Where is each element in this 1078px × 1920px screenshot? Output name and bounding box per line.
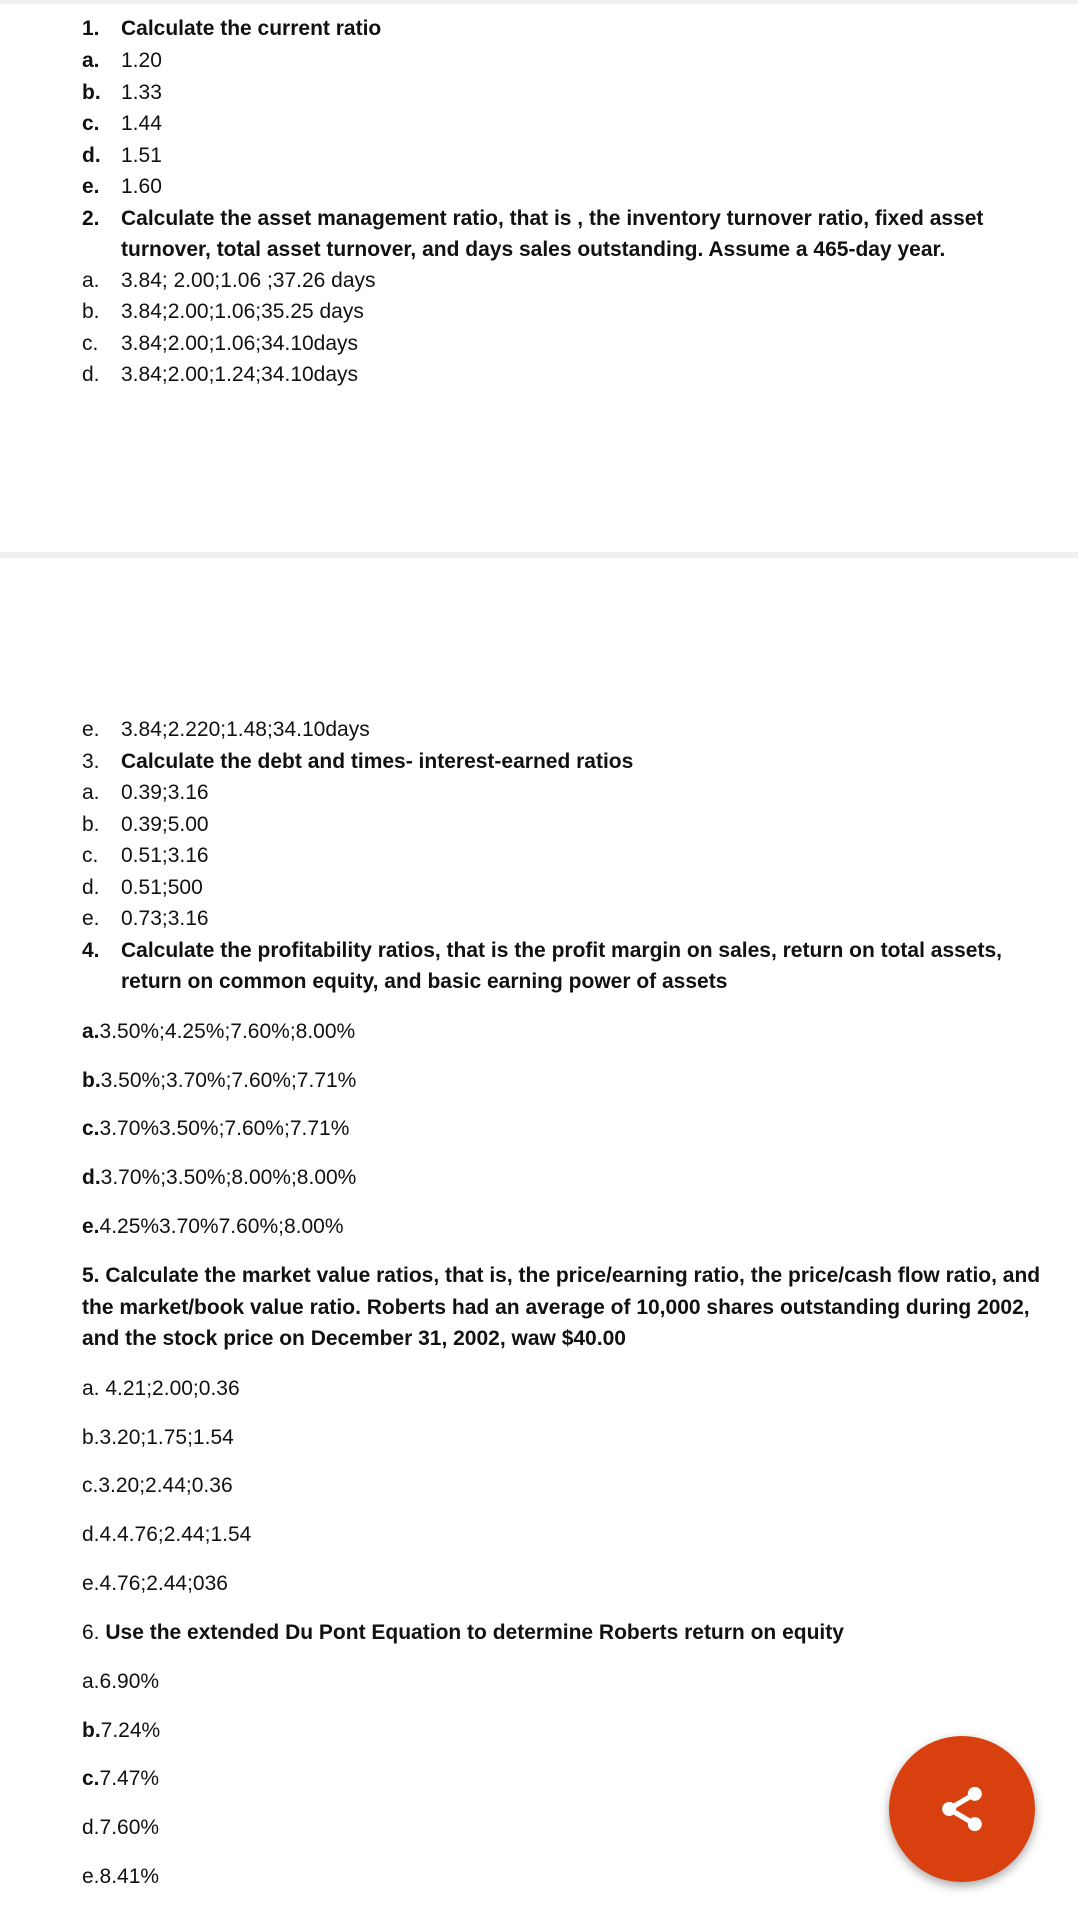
option-item: [82, 1215, 344, 1239]
option-text: 4.25%3.70%7.60%;8.00%: [99, 1215, 344, 1238]
option-letter: c.: [82, 1117, 100, 1140]
option-item: [82, 1816, 159, 1840]
option-letter: a.: [82, 1020, 100, 1043]
question-title-line-1: Calculate the asset management ratio, that is , the inventory turnover ratio, fixed asset: [121, 207, 984, 230]
option-letter: e.: [82, 175, 100, 198]
option-letter: d.: [82, 363, 100, 386]
option-letter: c.: [82, 844, 99, 867]
option-text: 7.60%: [99, 1816, 160, 1839]
option-letter: b.: [82, 1719, 101, 1742]
option-text: 0.51;3.16: [121, 844, 209, 867]
option-letter: e.: [82, 718, 100, 741]
question-5-title-line-1: 5. Calculate the market value ratios, that is, the price/earning ratio, the price/cash flow ratio, and: [82, 1264, 1041, 1287]
option-item: d.4.4.76;2.44;1.54: [82, 1523, 252, 1546]
question-number: 2.: [82, 207, 100, 230]
option-item: [82, 1069, 356, 1093]
question-title: Calculate the current ratio: [121, 17, 382, 40]
option-text: 1.60: [121, 175, 162, 198]
option-letter: c.: [82, 112, 100, 135]
option-text: 3.84;2.220;1.48;34.10days: [121, 718, 370, 741]
option-text: 1.33: [121, 81, 162, 104]
option-letter: a.: [82, 269, 100, 292]
option-text: 3.70%3.50%;7.60%;7.71%: [99, 1117, 350, 1140]
option-item: e.4.76;2.44;036: [82, 1572, 228, 1595]
question-number: 3.: [82, 750, 100, 773]
option-text: 3.70%;3.50%;8.00%;8.00%: [100, 1166, 357, 1189]
option-text: 3.84;2.00;1.06;34.10days: [121, 332, 359, 355]
option-item: [82, 1767, 159, 1791]
question-number: 4.: [82, 939, 100, 962]
option-letter: a.: [82, 49, 100, 72]
option-letter: d.: [82, 1816, 100, 1839]
question-number: 1.: [82, 17, 100, 40]
option-item: c.3.20;2.44;0.36: [82, 1474, 233, 1497]
option-letter: b.: [82, 81, 101, 104]
option-item: a. 4.21;2.00;0.36: [82, 1377, 240, 1400]
option-letter: c.: [82, 332, 99, 355]
option-text: 3.50%;3.70%;7.60%;7.71%: [100, 1069, 357, 1092]
option-item: b.3.20;1.75;1.54: [82, 1426, 234, 1449]
option-text: 0.39;5.00: [121, 813, 209, 836]
option-letter: b.: [82, 813, 100, 836]
question-6-heading: [82, 1621, 844, 1645]
option-text: 6.90%: [99, 1670, 160, 1693]
option-text: 3.84;2.00;1.24;34.10days: [121, 363, 359, 386]
option-text: 3.84; 2.00;1.06 ;37.26 days: [121, 269, 376, 292]
option-letter: a.: [82, 1670, 100, 1693]
option-letter: e.: [82, 907, 100, 930]
option-text: 8.41%: [99, 1865, 160, 1888]
question-title: Calculate the debt and times- interest-earned ratios: [121, 750, 634, 773]
option-item: [82, 1670, 159, 1694]
option-letter: b.: [82, 1069, 101, 1092]
option-text: 0.51;500: [121, 876, 203, 899]
option-text: 3.50%;4.25%;7.60%;8.00%: [99, 1020, 356, 1043]
share-button[interactable]: [889, 1736, 1035, 1882]
option-text: 1.20: [121, 49, 162, 72]
option-item: [82, 1117, 349, 1141]
option-item: [82, 1020, 355, 1044]
option-letter: a.: [82, 781, 100, 804]
option-letter: c.: [82, 1767, 100, 1790]
option-text: 1.51: [121, 144, 162, 167]
option-text: 1.44: [121, 112, 162, 135]
option-text: 0.73;3.16: [121, 907, 209, 930]
option-text: 7.47%: [99, 1767, 160, 1790]
option-letter: d.: [82, 144, 101, 167]
question-title: Use the extended Du Pont Equation to determine Roberts return on equity: [105, 1621, 844, 1644]
option-letter: e.: [82, 1215, 100, 1238]
option-letter: d.: [82, 876, 100, 899]
option-text: 3.84;2.00;1.06;35.25 days: [121, 300, 364, 323]
option-item: [82, 1166, 356, 1190]
question-5-title-line-3: and the stock price on December 31, 2002, waw $40.00: [82, 1327, 626, 1350]
question-title-line-1: Calculate the profitability ratios, that is the profit margin on sales, return on total assets,: [121, 939, 1002, 962]
option-text: 7.24%: [100, 1719, 161, 1742]
option-item: [82, 1865, 159, 1889]
option-item: [82, 1719, 160, 1743]
option-text: 0.39;3.16: [121, 781, 209, 804]
option-letter: b.: [82, 300, 100, 323]
option-letter: d.: [82, 1166, 101, 1189]
question-title-line-2: return on common equity, and basic earning power of assets: [121, 970, 728, 993]
share-icon: [934, 1781, 990, 1837]
option-letter: e.: [82, 1865, 100, 1888]
question-number: 6.: [82, 1621, 100, 1644]
question-5-title-line-2: the market/book value ratio. Roberts had an average of 10,000 shares outstanding during 2002,: [82, 1296, 1030, 1319]
question-title-line-2: turnover, total asset turnover, and days sales outstanding. Assume a 465-day year.: [121, 238, 946, 261]
